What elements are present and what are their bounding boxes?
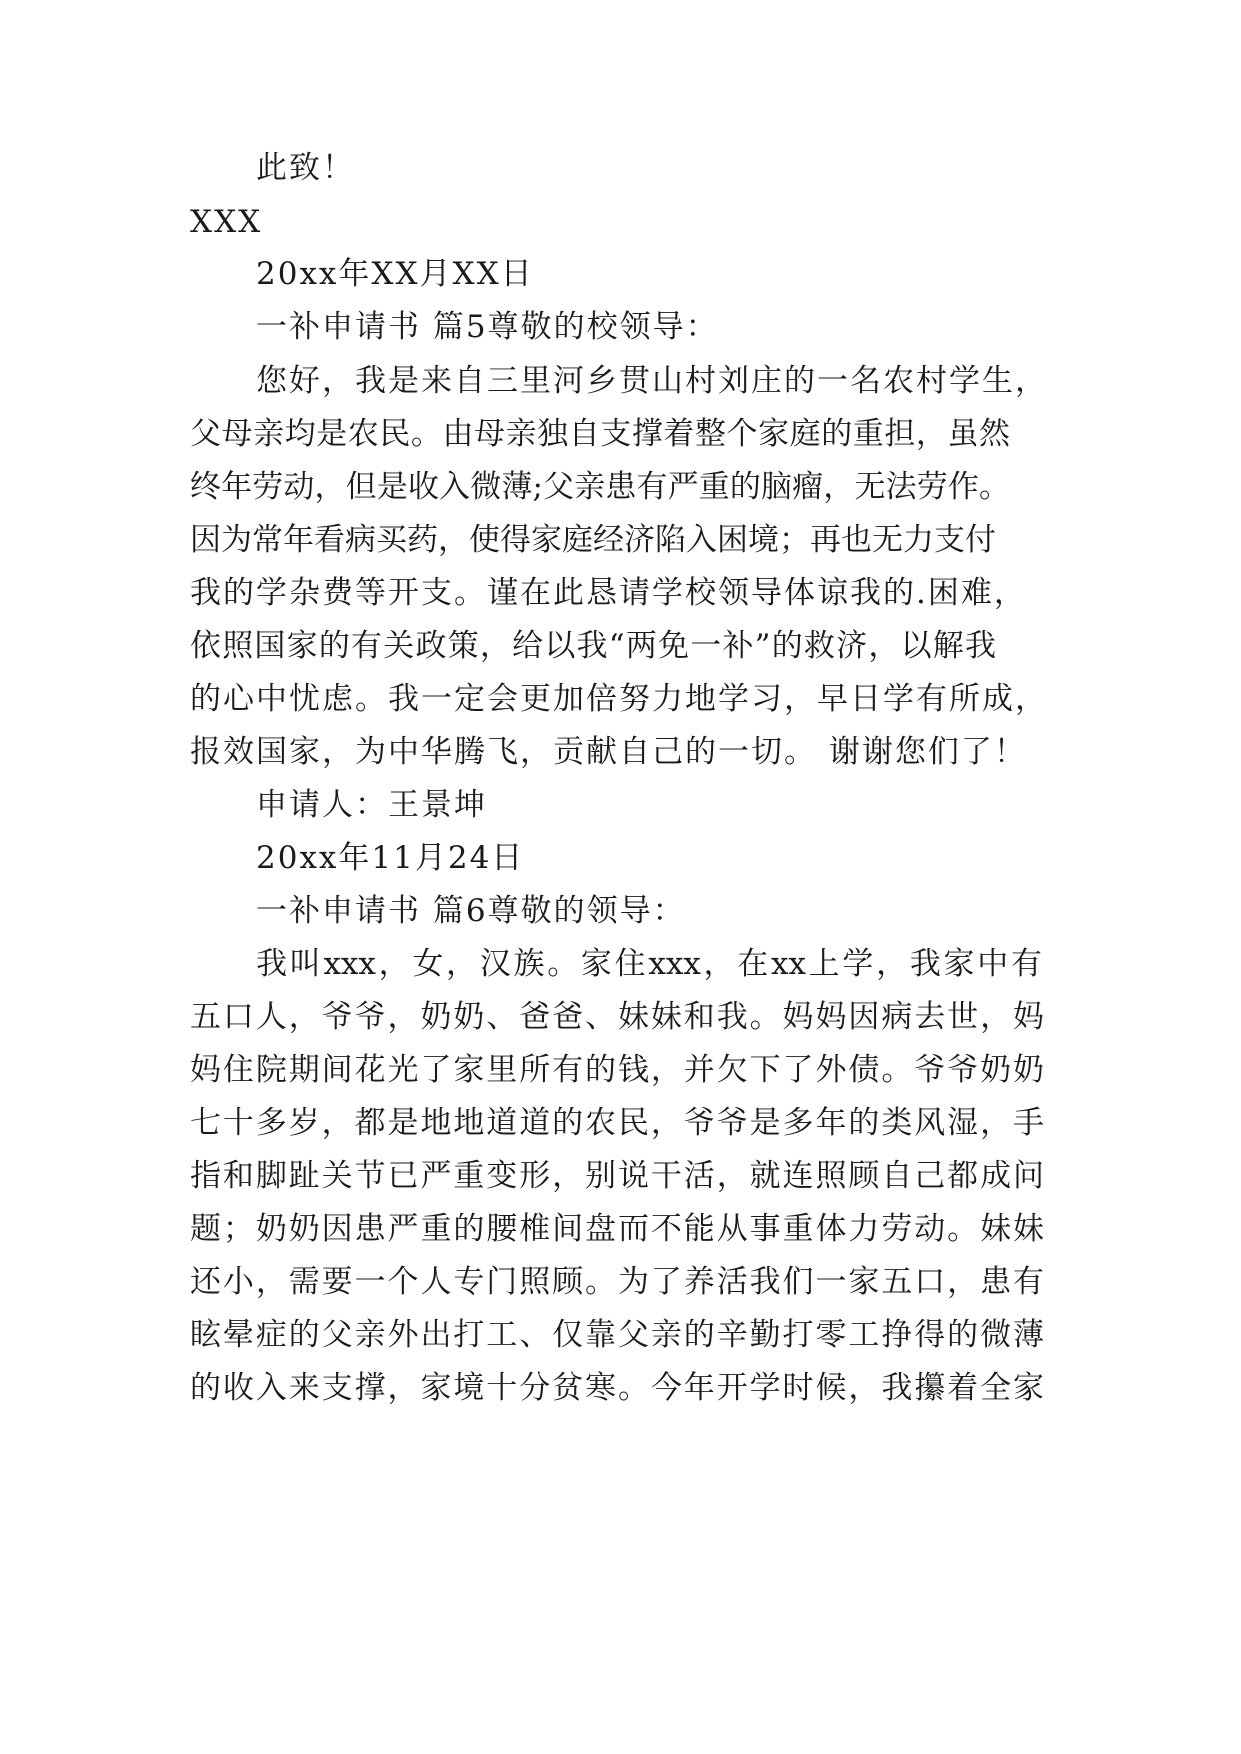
section6-heading: 一补申请书 篇6尊敬的领导： [256,893,686,929]
section6-paragraph-line: 妈住院期间花光了家里所有的钱，并欠下了外债。爷爷奶奶 [190,1052,1044,1088]
signature-placeholder: XXX [190,204,263,240]
section6-paragraph-line: 的收入来支撑，家境十分贫寒。今年开学时候，我攥着全家 [190,1370,1044,1406]
section5-paragraph-line: 父母亲均是农民。由母亲独自支撑着整个家庭的重担，虽然 [190,416,1010,452]
section6-paragraph-line: 五口人，爷爷，奶奶、爸爸、妹妹和我。妈妈因病去世，妈 [190,999,1044,1035]
section6-paragraph-line: 七十多岁，都是地地道道的农民，爷爷是多年的类风湿，手 [190,1105,1044,1141]
applicant-line: 申请人：王景坤 [256,787,487,823]
section6-paragraph-line: 我叫xxx，女，汉族。家住xxx，在xx上学，我家中有 [256,946,1042,982]
section6-paragraph-line: 题；奶奶因患严重的腰椎间盘而不能从事重体力劳动。妹妹 [190,1211,1044,1247]
section6-paragraph-line: 指和脚趾关节已严重变形，别说干活，就连照顾自己都成问 [190,1158,1044,1194]
section5-paragraph-line: 的心中忧虑。我一定会更加倍努力地学习，早日学有所成， [190,681,1048,717]
date-placeholder: 20xx年XX月XX日 [256,256,534,292]
application-date: 20xx年11月24日 [256,840,525,876]
section5-paragraph-line: 报效国家，为中华腾飞，贡献自己的一切。 谢谢您们了！ [190,734,1027,770]
closing-line: 此致！ [256,150,355,186]
section5-paragraph-line: 依照国家的有关政策，给以我“两免一补”的救济，以解我 [190,628,996,664]
section5-paragraph-line: 您好，我是来自三里河乡贯山村刘庄的一名农村学生， [256,363,1048,399]
section5-heading: 一补申请书 篇5尊敬的校领导： [256,309,719,345]
section6-paragraph-line: 还小，需要一个人专门照顾。为了养活我们一家五口，患有 [190,1264,1044,1300]
section5-paragraph-line: 因为常年看病买药，使得家庭经济陷入困境；再也无力支付 [190,522,996,558]
section6-paragraph-line: 眩晕症的父亲外出打工、仅靠父亲的辛勤打零工挣得的微薄 [190,1317,1044,1353]
section5-paragraph-line: 终年劳动，但是收入微薄;父亲患有严重的脑瘤，无法劳作。 [190,469,1010,505]
section5-paragraph-line: 我的学杂费等开支。谨在此恳请学校领导体谅我的.困难， [190,575,1027,611]
